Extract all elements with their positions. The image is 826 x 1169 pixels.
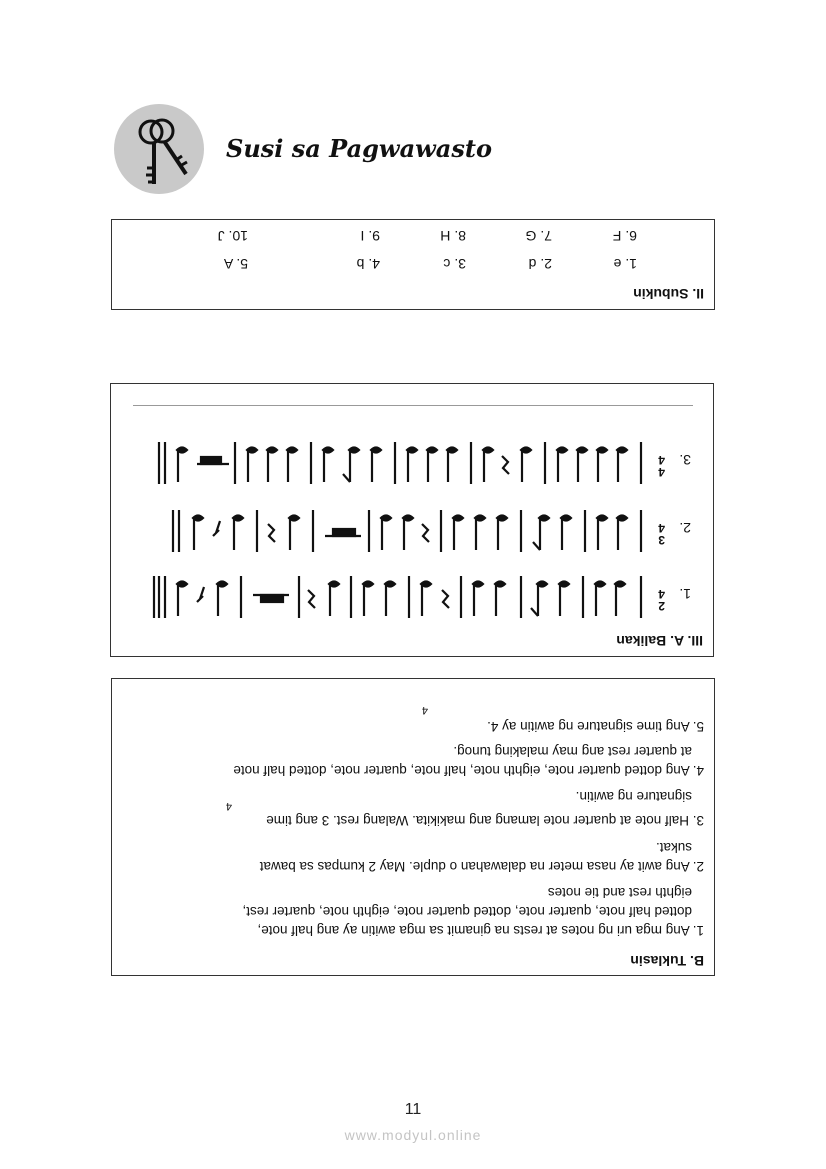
tuklasin-line-4: 2. Ang awit ay nasa meter na dalawahan o duple. May 2 kumpas sa bawat	[259, 859, 704, 874]
rhythm-row-3-label: 3.	[679, 452, 691, 468]
tuklasin-heading: B. Tuklasin	[630, 953, 704, 969]
tuklasin-line-1: 1. Ang mga uri ng notes at rests na ginamit sa mga awitin ay ang half note,	[257, 923, 704, 938]
tuklasin-line-2: dotted half note, quarter note, dotted quarter note, eighth note, quarter rest,	[242, 904, 692, 919]
tuklasin-line-10: 5. Ang time signature ng awitin ay 4.	[487, 719, 704, 734]
tuklasin-line-6-denominator: 4	[225, 800, 232, 812]
tuklasin-box	[111, 678, 715, 976]
tuklasin-line-8: 4. Ang dotted quarter note, eighth note, half note, quarter note, dotted half note	[233, 763, 704, 778]
balikan-box	[110, 383, 714, 657]
balikan-heading: III. A. Balikan	[616, 633, 703, 649]
rhythm-row-1	[125, 572, 645, 622]
rhythm-row-2-label: 2.	[679, 520, 691, 536]
answer-2: 2. d	[528, 256, 552, 272]
divider-line	[133, 405, 693, 406]
tuklasin-line-5: sukat.	[655, 840, 692, 855]
tuklasin-line-6: 3. Half note at quarter note lamang ang makikita. Walang rest. 3 ang time	[266, 813, 704, 828]
rhythm-row-1-time-signature: 2 4	[658, 587, 665, 613]
answer-10: 10. J	[217, 228, 248, 244]
answer-5: 5. A	[223, 256, 248, 272]
answer-8: 8. H	[440, 228, 466, 244]
page-number: 11	[404, 1101, 422, 1118]
rhythm-row-2-time-signature: 3 4	[658, 521, 665, 547]
tuklasin-line-7: signature ng awitin.	[575, 789, 692, 804]
answer-4: 4. b	[356, 256, 380, 272]
tuklasin-line-9: at quarter rest ang may malaking tunog.	[453, 744, 692, 759]
answer-7: 7. G	[525, 228, 552, 244]
answer-3: 3. c	[443, 256, 466, 272]
tuklasin-line-3: eighth rest and tie notes	[547, 885, 692, 900]
rhythm-row-2	[145, 506, 645, 556]
rhythm-row-1-label: 1.	[679, 586, 691, 602]
website-watermark: www.modyul.online	[344, 1127, 482, 1143]
keys-badge	[114, 104, 204, 194]
answer-1: 1. e	[613, 256, 637, 272]
rhythm-row-3	[125, 438, 645, 488]
subukin-box	[111, 219, 715, 310]
tuklasin-line-10-denominator: 4	[421, 704, 428, 716]
rhythm-row-3-time-signature: 4 4	[658, 453, 665, 479]
page-title: Susi sa Pagwawasto	[226, 134, 492, 163]
keys-icon	[114, 104, 204, 194]
answer-9: 9. I	[360, 228, 380, 244]
subukin-heading: II. Subukin	[633, 286, 704, 302]
answer-6: 6. F	[612, 228, 637, 244]
